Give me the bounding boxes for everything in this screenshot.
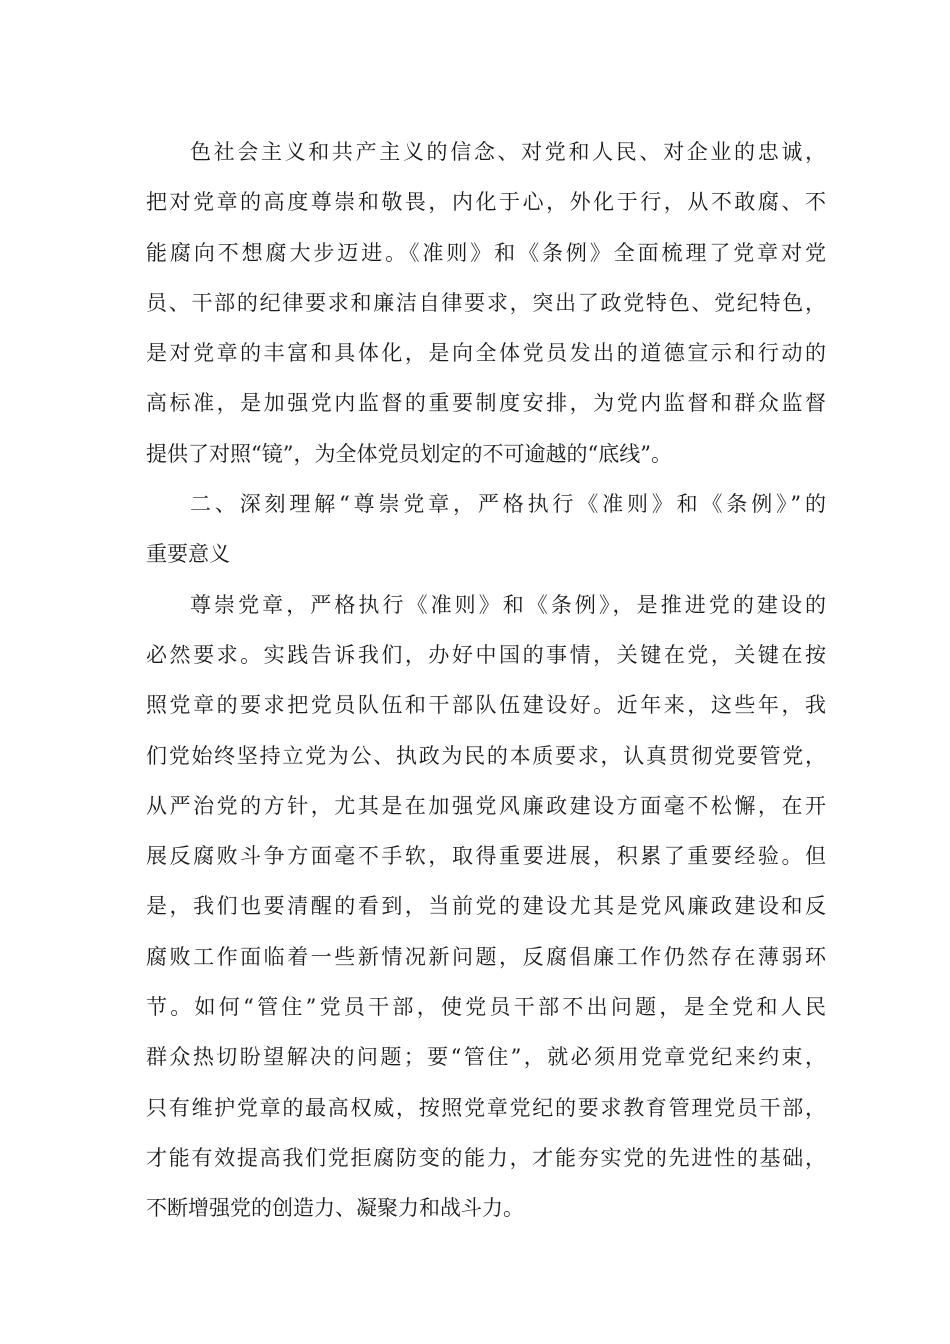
text-line: 才能有效提高我们党拒腐防变的能力，才能夯实党的先进性的基础， [146,1145,826,1170]
section-heading: 重要意义 [146,542,230,567]
text-line: 色社会主义和共产主义的信念、对党和人民、对企业的忠诚， [190,140,826,164]
text-line: 必然要求。实践告诉我们，办好中国的事情，关键在党，关键在按 [146,642,826,667]
text-line: 从严治党的方针，尤其是在加强党风廉政建设方面毫不松懈，在开 [146,793,826,818]
text-line: 把对党章的高度尊崇和敬畏，内化于心，外化于行，从不敢腐、不 [146,190,826,215]
text-line: 节。如何“管住”党员干部，使党员干部不出问题，是全党和人民 [146,995,826,1020]
text-line: 高标准，是加强党内监督的重要制度安排，为党内监督和群众监督 [146,391,826,416]
text-line: 只有维护党章的最高权威，按照党章党纪的要求教育管理党员干部， [146,1095,826,1120]
text-line: 照党章的要求把党员队伍和干部队伍建设好。近年来，这些年，我 [146,693,826,718]
text-line: 提供了对照“镜”，为全体党员划定的不可逾越的“底线”。 [146,441,672,466]
text-line: 员、干部的纪律要求和廉洁自律要求，突出了政党特色、党纪特色， [146,290,826,315]
section-heading: 二、深刻理解“尊崇党章，严格执行《准则》和《条例》”的 [190,492,826,517]
text-line: 是对党章的丰富和具体化，是向全体党员发出的道德宣示和行动的 [146,341,826,366]
text-line: 展反腐败斗争方面毫不手软，取得重要进展，积累了重要经验。但 [146,844,826,869]
text-line: 能腐向不想腐大步迈进。《准则》和《条例》全面梳理了党章对党 [146,240,826,265]
text-line: 不断增强党的创造力、凝聚力和战斗力。 [146,1196,524,1221]
text-line: 尊崇党章，严格执行《准则》和《条例》，是推进党的建设的 [190,592,826,617]
text-line: 们党始终坚持立党为公、执政为民的本质要求，认真贯彻党要管党， [146,743,826,768]
document-body [146,127,826,1234]
text-line: 是，我们也要清醒的看到，当前党的建设尤其是党风廉政建设和反 [146,894,826,919]
text-line: 腐败工作面临着一些新情况新问题，反腐倡廉工作仍然存在薄弱环 [146,944,826,969]
text-line: 群众热切盼望解决的问题；要“管住”，就必须用党章党纪来约束， [146,1045,826,1070]
